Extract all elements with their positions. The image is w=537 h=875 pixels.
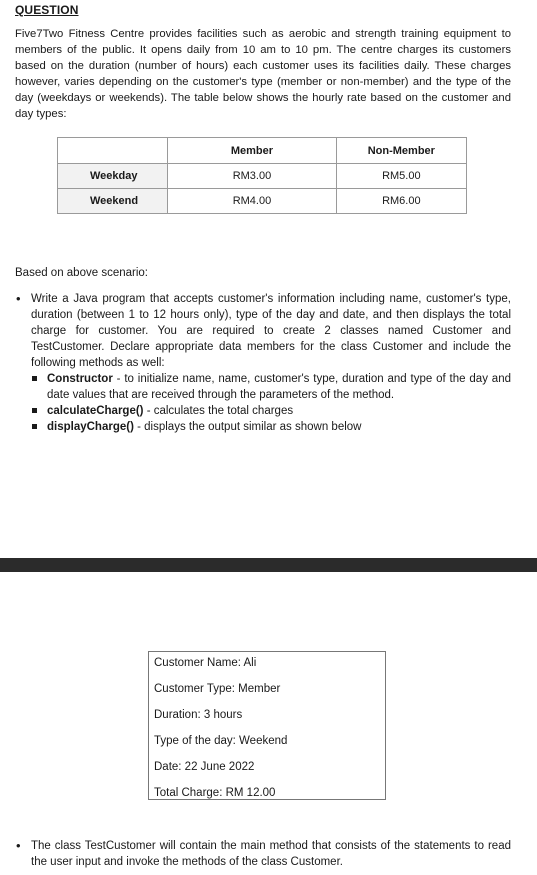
table-row	[58, 164, 467, 189]
bullet-icon: •	[16, 291, 21, 306]
list-item	[15, 403, 511, 419]
final-bullet	[15, 838, 511, 870]
scenario-label: Based on above scenario:	[15, 267, 148, 279]
task-bullet-item	[15, 291, 511, 371]
column-header-non-member: Non-Member	[336, 138, 466, 164]
method-name: Constructor	[47, 373, 113, 385]
method-description: - calculates the total charges	[143, 405, 294, 417]
page-divider	[0, 558, 537, 572]
output-total-charge: Total Charge: RM 12.00	[154, 787, 276, 799]
method-name: calculateCharge()	[47, 405, 144, 417]
bullet-icon: •	[16, 838, 21, 853]
output-customer-type: Customer Type: Member	[154, 683, 281, 695]
square-bullet-icon	[32, 424, 37, 429]
output-customer-name: Customer Name: Ali	[154, 657, 257, 669]
square-bullet-icon	[32, 408, 37, 413]
row-header-weekend: Weekend	[58, 189, 168, 214]
column-header-member: Member	[168, 138, 336, 164]
hourly-rate-table	[57, 137, 467, 214]
square-bullet-icon	[32, 376, 37, 381]
list-item	[15, 419, 511, 435]
row-header-weekday: Weekday	[58, 164, 168, 189]
final-bullet-text: The class TestCustomer will contain the main method that consists of the statements to read the user input and invoke the methods of the class Customer.	[31, 840, 511, 868]
question-heading: QUESTION	[15, 3, 79, 17]
sample-output-box	[148, 651, 386, 800]
output-day-type: Type of the day: Weekend	[154, 735, 288, 747]
rate-weekend-member: RM4.00	[168, 189, 336, 214]
final-bullet-item	[15, 838, 511, 870]
methods-list	[15, 371, 511, 435]
rate-weekend-non-member: RM6.00	[336, 189, 466, 214]
rate-weekday-non-member: RM5.00	[336, 164, 466, 189]
table-row	[58, 189, 467, 214]
output-date: Date: 22 June 2022	[154, 761, 255, 773]
method-description: - to initialize name, name, customer's type, duration and type of the day and date values that are received through the parameters of the method.	[47, 373, 511, 401]
method-name: displayCharge()	[47, 421, 134, 433]
output-duration: Duration: 3 hours	[154, 709, 243, 721]
intro-paragraph: Five7Two Fitness Centre provides facilities such as aerobic and strength training equipment to members of the public. It opens daily from 10 am to 10 pm. The centre charges its customers based on the duration (number of hours) each customer uses its facilities daily. These charges however, varies depending on the customer's type (member or non-member) and the type of the day (weekdays or weekends). The table below shows the hourly rate based on the customer and day types:	[15, 28, 511, 120]
table-header-row	[58, 138, 467, 164]
task-description: Write a Java program that accepts customer's information including name, customer's type, duration (between 1 to 12 hours only), type of the day and date, and then displays the total charge for customer. You are required to create 2 classes named Customer and TestCustomer. Declare appropriate data members for the class Customer and include the following methods as well:	[31, 293, 511, 369]
task-bullet	[15, 291, 511, 435]
rate-weekday-member: RM3.00	[168, 164, 336, 189]
list-item	[15, 371, 511, 403]
table-corner-cell	[58, 138, 168, 164]
method-description: - displays the output similar as shown below	[133, 421, 362, 433]
